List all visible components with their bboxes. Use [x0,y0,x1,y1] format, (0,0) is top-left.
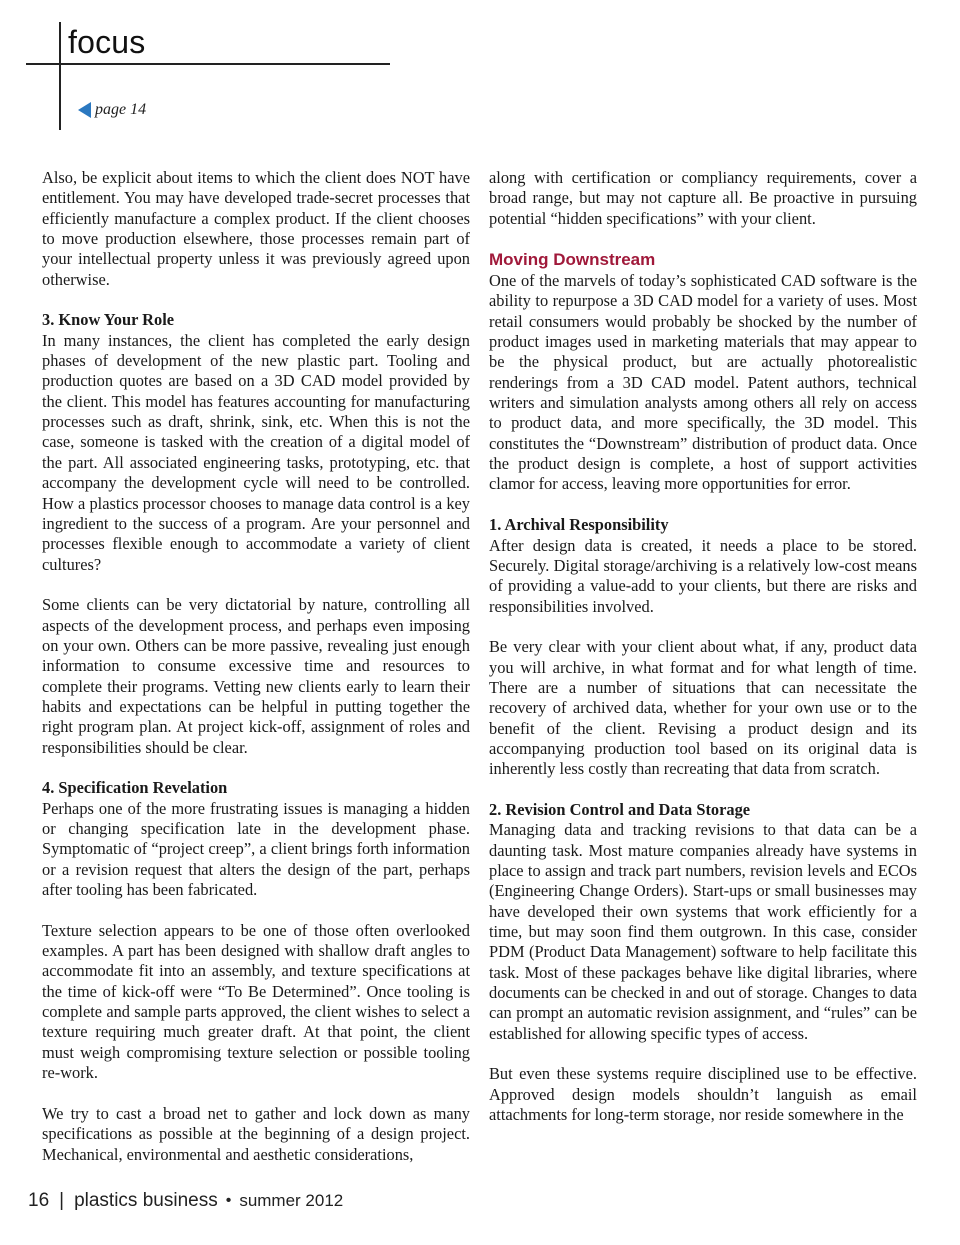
publication-name: plastics business [74,1190,218,1211]
header-vertical-rule [59,22,61,130]
subheading-know-your-role: 3. Know Your Role [42,310,175,330]
issue-label: summer 2012 [239,1191,344,1210]
paragraph: In many instances, the client has completed the early design phases of development of the new plastic part. Tooling and production quotes are based on a 3D CAD model provided by the client. This model has features accounting for manufacturing processes such as draft, shrink, sink, etc. When this is not the case, someone is tasked with the creation of a digital model of the part. All associated engineering tasks, prototyping, etc. that accompany the development cycle will need to be controlled. How a plastics processor chooses to manage data control is a key ingredient to the success of a program. Are your personnel and processes flexible enough to accommodate a variety of client cultures? [42,330,470,574]
paragraph: After design data is created, it needs a place to be stored. Securely. Digital storage/archiving is a relatively low-cost means of providing a value-add to your clients, but there are risks and responsibilities involved. [489,535,917,616]
paragraph: Perhaps one of the more frustrating issues is managing a hidden or changing specification late in the development phase. Symptomatic of “project creep”, a client brings forth information or a revision request that alters the design of the part, perhaps after tooling has been fabricated. [42,798,470,900]
paragraph: Be very clear with your client about what, if any, product data you will archive, in what format and for what length of time. There are a number of situations that can necessitate the recovery of archived data, whether for your own use or to the benefit of the client. Revising a product design and its accompanying production tool based on its original data is inherently less costly than recreating that data from scratch. [489,637,917,779]
paragraph: Managing data and tracking revisions to that data can be a daunting task. Most mature companies already have systems in place to assign and track part numbers, revision levels and ECOs (Engineering Change Orders). Start-ups or small businesses may have developed their own systems that work efficiently for a time, but may soon find them outgrown. In this case, consider PDM (Product Data Management) software to help facilitate this task. Most of these packages behave like digital libraries, where documents can be checked in and out of storage. Changes to data can prompt an automatic revision assignment, and “rules” can be established for allowing specific types of access. [489,820,917,1043]
continued-from[interactable] [78,101,146,119]
paragraph: Some clients can be very dictatorial by nature, controlling all aspects of the development process, and perhaps even imposing on your own. Others can be more passive, revealing just enough information to consume excessive time and resources to complete their programs. Vetting new clients early to learn their habits and expectations can be helpful in putting together the right program plan. At project kick-off, assignment of roles and responsibilities should be clear. [42,595,470,757]
page-number: 16 [28,1190,50,1211]
footer-separator: | [59,1190,65,1211]
paragraph: We try to cast a broad net to gather and lock down as many specifications as possible at the beginning of a design project. Mechanical, environmental and aesthetic considerations, [42,1103,470,1164]
triangle-left-icon [78,102,91,118]
paragraph: But even these systems require disciplined use to be effective. Approved design models shouldn’t languish as email attachments for long-term storage, nor reside somewhere in the [489,1064,917,1125]
page-footer [28,1190,343,1212]
header-horizontal-rule [26,63,390,65]
bullet-icon: • [225,1192,232,1209]
paragraph: along with certification or compliancy requirements, cover a broad range, but may not capture all. Be proactive in pursuing potential “hidden specifications” with your client. [489,168,917,228]
section-heading-moving-downstream: Moving Downstream [489,250,656,270]
paragraph: Also, be explicit about items to which the client does NOT have entitlement. You may have developed trade-secret processes that efficiently manufacture a complex product. If the client chooses to move production elsewhere, those processes remain part of your intellectual property unless it was previously agreed upon otherwise. [42,168,470,289]
subheading-revision-control: 2. Revision Control and Data Storage [489,799,751,819]
continued-from-label: page 14 [95,101,147,118]
section-title: focus [68,24,146,60]
right-column [489,168,917,1125]
left-column [42,168,470,1165]
paragraph: One of the marvels of today’s sophisticated CAD software is the ability to repurpose a 3D CAD model for a variety of uses. Most retail consumers would probably be shocked by the number of product images used in marketing materials that may appear to be the physical product, but are actually photorealistic renderings from a 3D CAD model. Patent authors, technical writers and simulation analysts among others all rely on access to product data, and more specifically, the 3D model. This constitutes the “Downstream” distribution of product data. Once the product design is complete, a host of support activities clamor for access, leaving more opportunities for error. [489,271,917,494]
subheading-specification-revelation: 4. Specification Revelation [42,778,228,798]
paragraph: Texture selection appears to be one of those often overlooked examples. A part has been designed with shallow draft angles to accommodate fit into an assembly, and texture specifications at the time of kick-off were “To Be Determined”. Once tooling is complete and sample parts approved, the client wishes to select a texture requiring much greater draft. At that point, the client must weigh compromising texture selection or possible tooling re-work. [42,920,470,1083]
subheading-archival-responsibility: 1. Archival Responsibility [489,515,669,535]
